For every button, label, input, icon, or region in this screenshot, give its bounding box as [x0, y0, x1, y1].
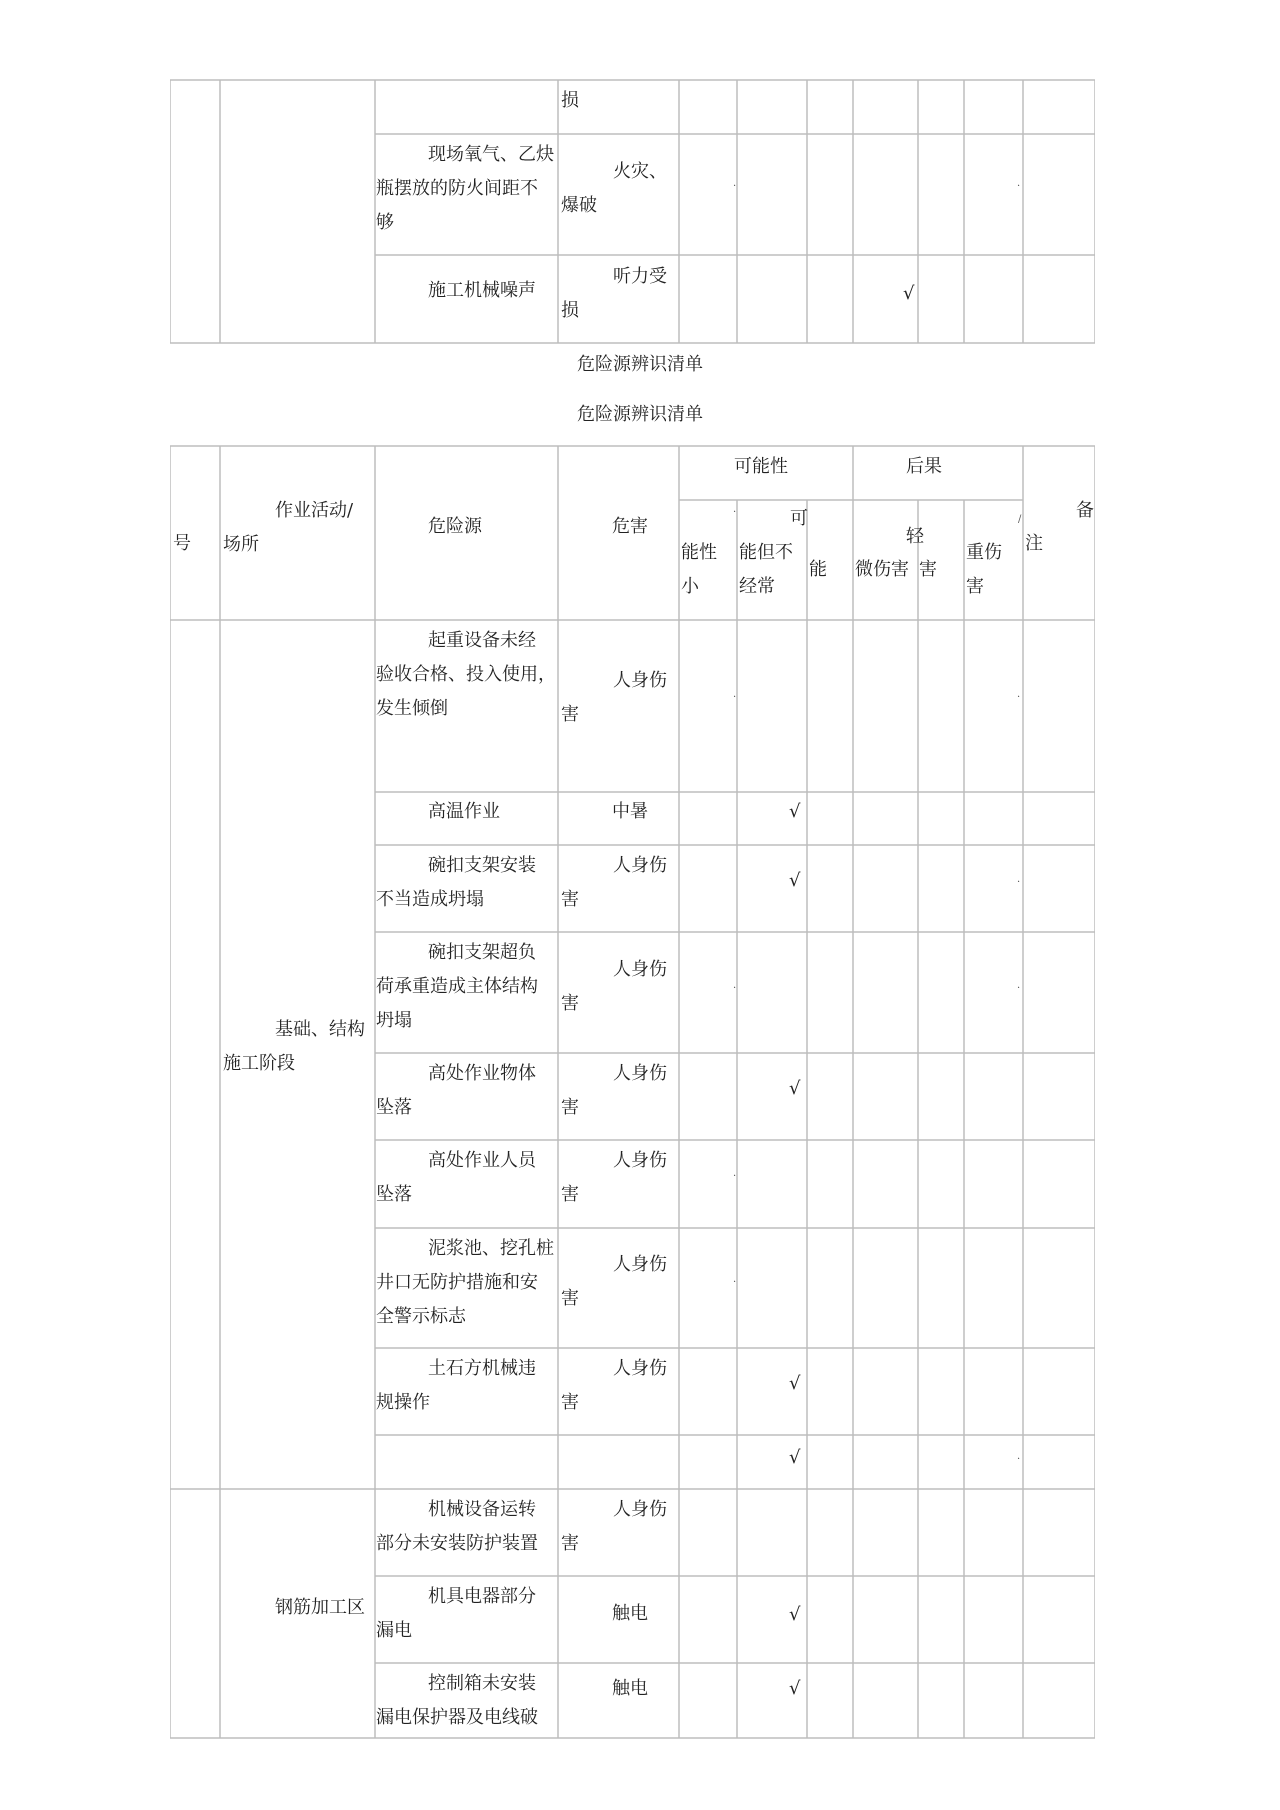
- header-activity: 作业活动/ 场所: [223, 500, 354, 555]
- check-mark: √: [789, 801, 801, 822]
- row-harm: 人身伤 害: [561, 1063, 667, 1118]
- check-mark: √: [789, 1447, 801, 1468]
- header-cons-harm: 害: [919, 559, 937, 580]
- check-mark: √: [903, 283, 915, 304]
- header-poss-possible: 能: [809, 559, 827, 580]
- stray-dot: ·: [733, 1277, 737, 1288]
- stray-dot: ·: [1017, 181, 1021, 192]
- caption-1: 危险源辨识清单: [577, 354, 703, 375]
- stray-dot: ·: [733, 1171, 737, 1182]
- row-hazard-source: 高温作业: [428, 801, 500, 822]
- row-hazard-source: 机械设备运转 部分未安装防护装置: [376, 1499, 538, 1554]
- row-harm: 人身伤 害: [561, 855, 667, 910]
- row-hazard-source: 碗扣支架安装 不当造成坍塌: [376, 855, 536, 910]
- row-hazard-source: 碗扣支架超负 荷承重造成主体结构 坍塌: [376, 942, 538, 1031]
- row-harm: 触电: [612, 1603, 648, 1624]
- stray-dot: ·: [1017, 1454, 1021, 1465]
- header-poss-small: 能性 小: [681, 542, 717, 597]
- check-mark: √: [789, 1678, 801, 1699]
- stray-dot: ·: [733, 983, 737, 994]
- row-hazard-source: 控制箱未安装 漏电保护器及电线破: [376, 1673, 538, 1728]
- stray-dot: ·: [733, 507, 737, 518]
- row-harm: 中暑: [612, 801, 648, 822]
- header-possibility: 可能性: [734, 456, 788, 477]
- row-harm: 人身伤 害: [561, 670, 667, 725]
- top-row3-harm: 听力受 损: [561, 266, 667, 321]
- header-hazard-source: 危险源: [428, 516, 482, 537]
- row-hazard-source: 起重设备未经 验收合格、投入使用， 发生倾倒: [376, 630, 556, 719]
- stray-dot: ·: [733, 181, 737, 192]
- row-harm: 人身伤 害: [561, 1254, 667, 1309]
- check-mark: √: [789, 870, 801, 891]
- group-activity: 钢筋加工区: [275, 1597, 365, 1618]
- row-hazard-source: 泥浆池、挖孔桩 井口无防护措施和安 全警示标志: [376, 1238, 554, 1327]
- stray-dot: ·: [1017, 877, 1021, 888]
- row-hazard-source: 高处作业人员 坠落: [376, 1150, 536, 1205]
- top-row3-hazard: 施工机械噪声: [428, 280, 536, 301]
- row-hazard-source: 土石方机械违 规操作: [376, 1358, 536, 1413]
- row-hazard-source: 机具电器部分 漏电: [376, 1586, 536, 1641]
- top-row2-hazard: 现场氧气、乙炔 瓶摆放的防火间距不 够: [376, 144, 554, 233]
- row-harm: 人身伤 害: [561, 1150, 667, 1205]
- header-remarks-top: 备: [1076, 500, 1094, 521]
- stray-dot: ·: [1017, 983, 1021, 994]
- header-poss-rare: 能但不 经常: [739, 542, 793, 597]
- top-row1-harm: 损: [561, 90, 579, 111]
- row-harm: 人身伤 害: [561, 1358, 667, 1413]
- header-cons-severe: 重伤 害: [966, 542, 1002, 597]
- header-no: 号: [173, 533, 191, 554]
- row-harm: 触电: [612, 1678, 648, 1699]
- top-row2-harm: 火灾、 爆破: [561, 161, 667, 216]
- header-consequence: 后果: [906, 456, 942, 477]
- header-remarks-bottom: 注: [1025, 533, 1043, 554]
- header-poss-rare-top: 可: [790, 508, 808, 529]
- header-harm: 危害: [612, 516, 648, 537]
- header-cons-light-top: 轻: [906, 526, 924, 547]
- caption-2: 危险源辨识清单: [577, 404, 703, 425]
- check-mark: √: [789, 1604, 801, 1625]
- row-harm: 人身伤 害: [561, 959, 667, 1014]
- row-hazard-source: 高处作业物体 坠落: [376, 1063, 536, 1118]
- row-harm: 人身伤 害: [561, 1499, 667, 1554]
- header-cons-light: 微伤害: [855, 559, 909, 580]
- group-activity: 基础、结构 施工阶段: [223, 1019, 365, 1074]
- stray-dot: /: [1018, 514, 1022, 525]
- stray-dot: ·: [1017, 692, 1021, 703]
- check-mark: √: [789, 1078, 801, 1099]
- check-mark: √: [789, 1373, 801, 1394]
- stray-dot: ·: [733, 692, 737, 703]
